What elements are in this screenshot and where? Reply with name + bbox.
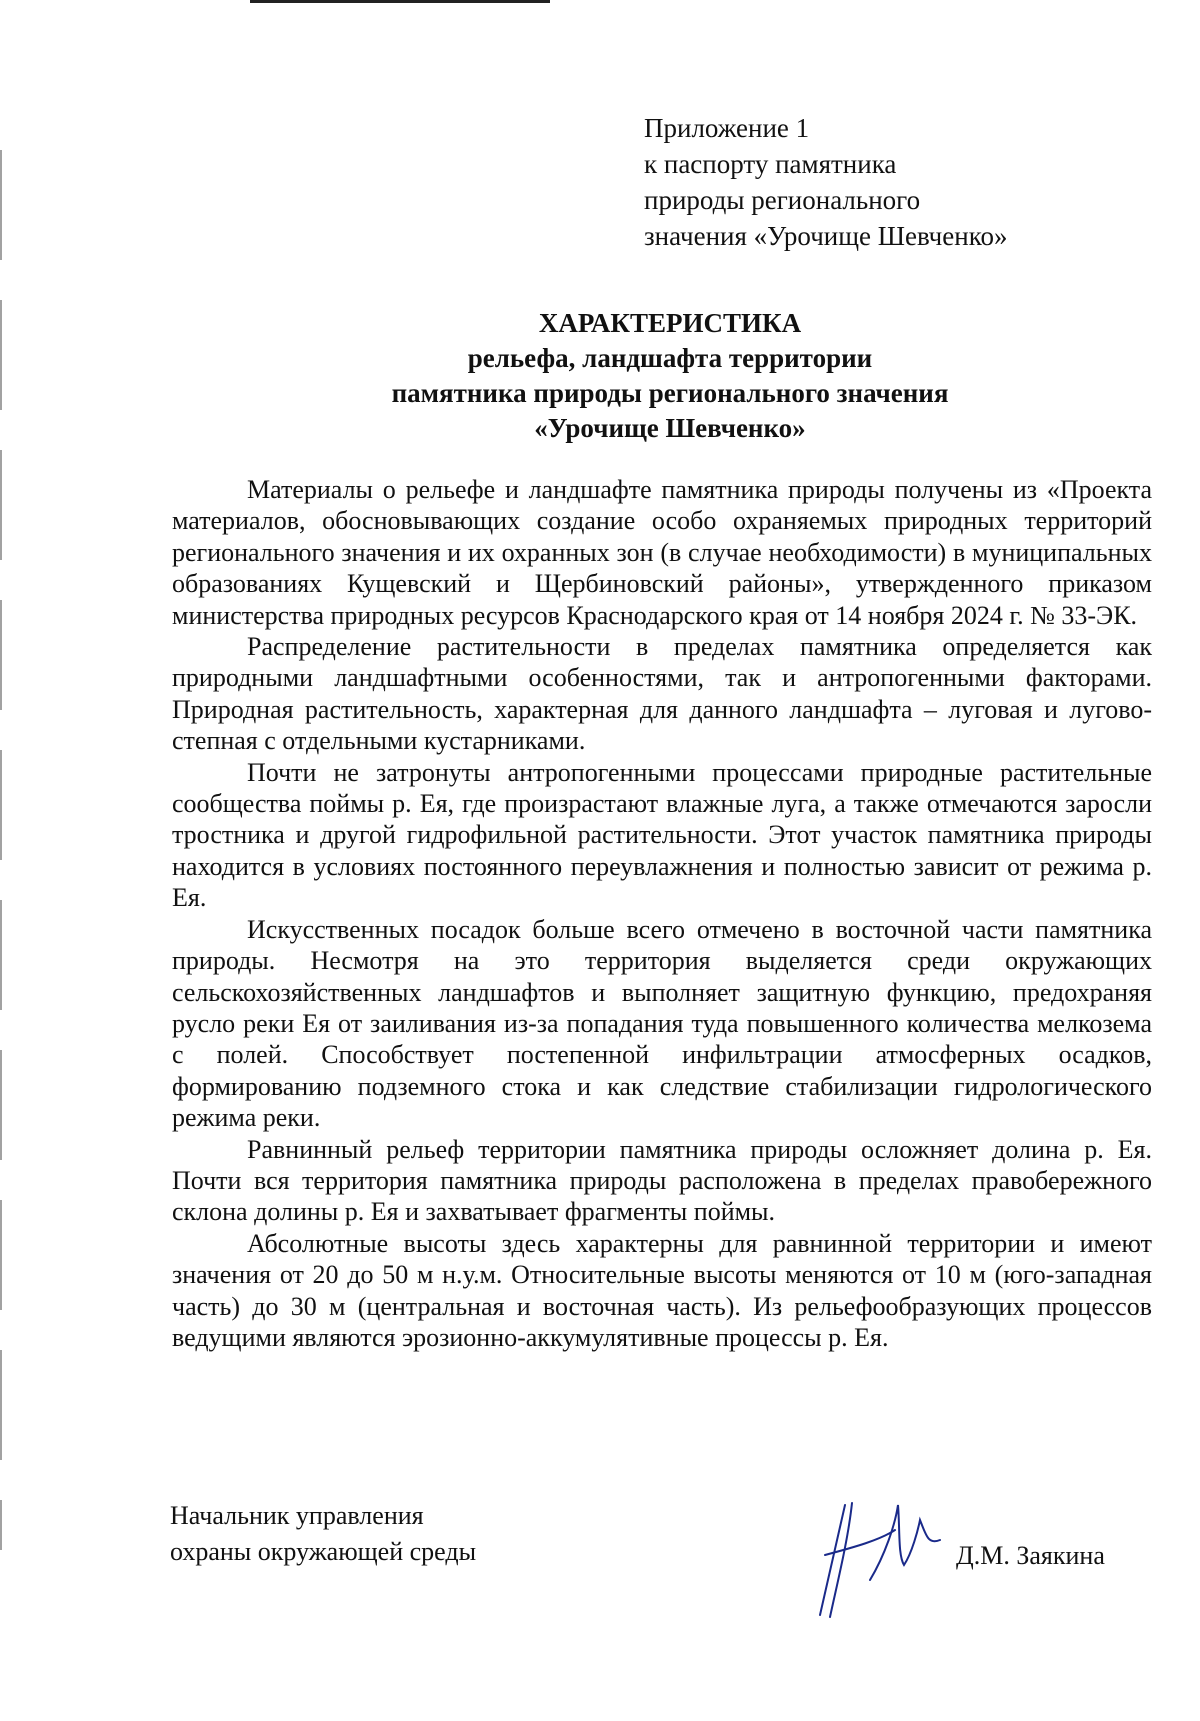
annex-line-4: значения «Урочище Шевченко» [644,221,1008,251]
signatory-position [170,1498,476,1570]
title-heading: ХАРАКТЕРИСТИКА [538,308,802,338]
signatory-position-line-2: охраны окружающей среды [170,1537,477,1566]
handwritten-signature [800,1485,950,1625]
scan-artifact-top-line [250,0,550,3]
annex-line-2: к паспорту памятника [644,149,897,179]
paragraph-vegetation: Распределение растительности в пределах памятника определяется как природными ландшафтными особенностями, так и антропогенными факторами. Природная растительность, характерная для данного ландшафта – луговая и лугово-степная с отдельными кустарниками. [172,632,1152,756]
title-subtitle-line-3: «Урочище Шевченко» [534,413,806,443]
annex-line-3: природы регионального [644,185,921,215]
title-subtitle-line-2: памятника природы регионального значения [391,378,949,408]
annex-reference [644,110,1007,254]
signatory-position-line-1: Начальник управления [170,1501,424,1530]
document-body [172,474,1152,1353]
paragraph-sources: Материалы о рельефе и ландшафте памятника природы получены из «Проекта материалов, обосновывающих создание особо охраняемых природных территорий регионального значения и их охранных зон (в случае необходимости) в муниципальных образованиях Кущевский и Щербиновский районы», утвержденного приказом министерства природных ресурсов Краснодарского края от 14 ноября 2024 г. № 33-ЭК. [172,475,1152,630]
annex-line-1: Приложение 1 [644,113,810,143]
scan-artifact-left-edge [0,150,2,1550]
paragraph-relief: Равнинный рельеф территории памятника природы осложняет долина р. Ея. Почти вся территория памятника природы расположена в пределах правобережного склона долины р. Ея и захватывает фрагменты поймы. [172,1134,1152,1227]
paragraph-floodplain: Почти не затронуты антропогенными процессами природные растительные сообщества поймы р. Ея, где произрастают влажные луга, а также отмечаются заросли тростника и другой гидрофильной растительности. Этот участок памятника природы находится в условиях постоянного переувлажнения и полностью зависит от режима р. Ея. [172,757,1152,913]
title-subtitle-line-1: рельефа, ландшафта территории [467,343,873,373]
paragraph-plantings: Искусственных посадок больше всего отмечено в восточной части памятника природы. Несмотря на это территория выделяется среди окружающих сельскохозяйственных ландшафтов и выполняет защитную функцию, предохраняя русло реки Ея от заиливания из-за попадания туда повышенного количества мелкозема с полей. Способствует постепенной инфильтрации атмосферных осадков, формированию подземного стока и как следствие стабилизации гидрологического режима реки. [172,914,1152,1133]
signatory-name: Д.М. Заякина [956,1541,1105,1570]
document-title [170,306,1170,446]
paragraph-elevations: Абсолютные высоты здесь характерны для равнинной территории и имеют значения от 20 до 50 м н.у.м. Относительные высоты меняются от 10 м (юго-западная часть) до 30 м (центральная и восточная часть). Из рельефообразующих процессов ведущими являются эрозионно-аккумулятивные процессы р. Ея. [172,1228,1152,1352]
